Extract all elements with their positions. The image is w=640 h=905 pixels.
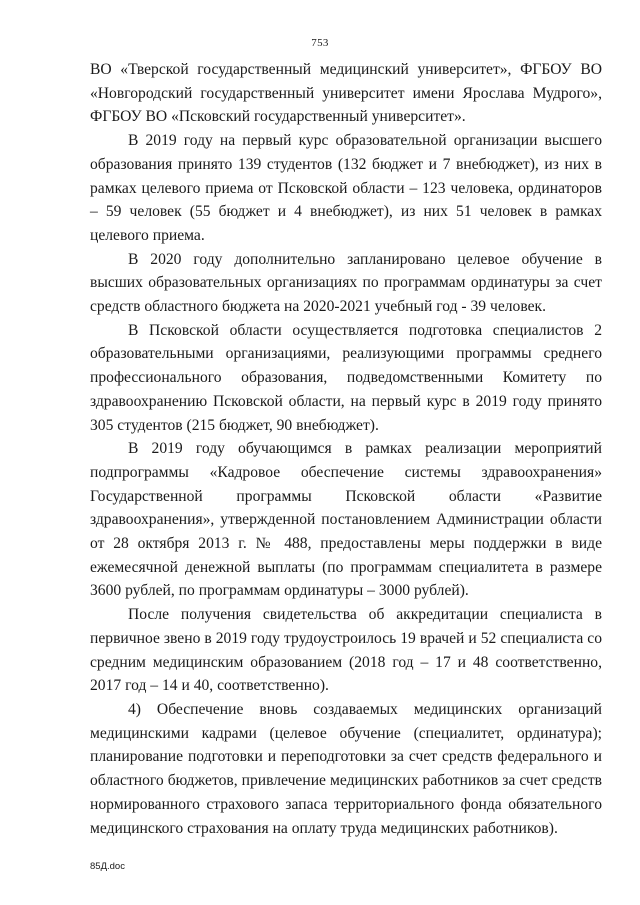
- paragraph-secondary-vocational: В Псковской области осуществляется подготовка специалистов 2 образовательными организациями, реализующими программы среднего профессионального образования, подведомственными Комитету по здравоохранению Псковской области, на первый курс в 2019 году принято 305 студентов (215 бюджет, 90 внебюджет).: [90, 321, 602, 434]
- paragraph-2020-targeted-training: В 2020 году дополнительно запланировано целевое обучение в высших образовательных организациях по программам ординатуры за счет средств областного бюджета на 2020-2021 учебный год - 39 человек.: [90, 250, 602, 316]
- page-number: 753: [311, 37, 329, 49]
- paragraph-staffing-new-organizations: 4) Обеспечение вновь создаваемых медицинских организаций медицинскими кадрами (целевое обучение (специалитет, ординатура); планирование подготовки и переподготовки за счет средств федерального и областного бюджетов, привлечение медицинских работников за счет средств нормированного страхового запаса территориального фонда обязательного медицинского страхования на оплату труда медицинских работников).: [90, 700, 602, 837]
- paragraph-support-measures: В 2019 году обучающимся в рамках реализации мероприятий подпрограммы «Кадровое обеспечение системы здравоохранения» Государственной программы Псковской области «Развитие здравоохранения», утвержденной постановлением Администрации области от 28 октября 2013 г. № 488, предоставлены меры поддержки в виде ежемесячной денежной выплаты (по программам специалитета в размере 3600 рублей, по программам ординатуры – 3000 рублей).: [90, 440, 602, 600]
- document-body: [90, 58, 602, 840]
- footer-filename: 85Д.doc: [90, 861, 125, 872]
- paragraph-continuation: ВО «Тверской государственный медицинский университет», ФГБОУ ВО «Новгородский государственный университет имени Ярослава Мудрого», ФГБОУ ВО «Псковский государственный университет».: [90, 61, 602, 126]
- paragraph-accreditation-employment: После получения свидетельства об аккредитации специалиста в первичное звено в 2019 году трудоустроилось 19 врачей и 52 специалиста со средним медицинским образованием (2018 год – 17 и 48 соответственно, 2017 год – 14 и 40, соответственно).: [90, 606, 602, 695]
- paragraph-2019-higher-education: В 2019 году на первый курс образовательной организации высшего образования принято 139 студентов (132 бюджет и 7 внебюджет), из них в рамках целевого приема от Псковской области – 123 человека, ординаторов – 59 человек (55 бюджет и 4 внебюджет), из них 51 человек в рамках целевого приема.: [90, 132, 602, 244]
